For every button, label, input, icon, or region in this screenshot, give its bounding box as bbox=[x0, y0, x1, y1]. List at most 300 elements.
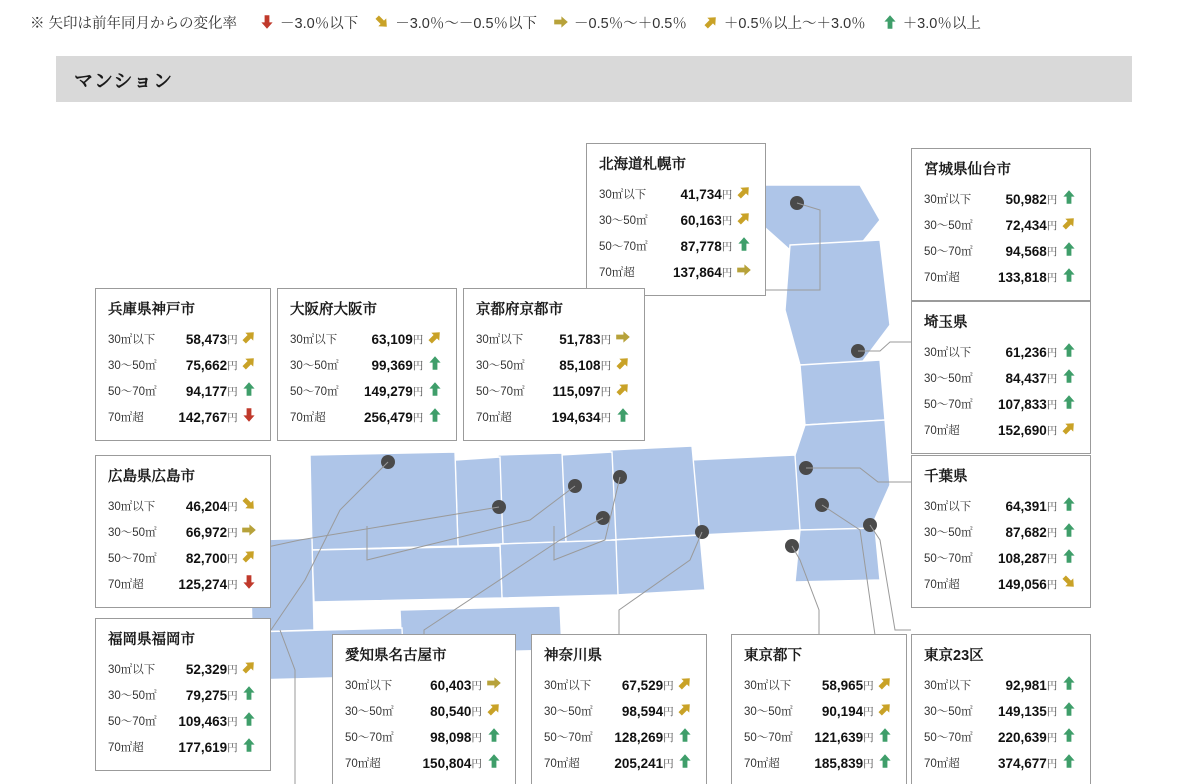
price-value: 137,864 bbox=[672, 264, 722, 280]
size-band-label: 70㎡超 bbox=[924, 272, 960, 284]
region-name: 大阪府大阪市 bbox=[290, 302, 377, 318]
region-value-table bbox=[290, 326, 444, 430]
size-band-label: 50～70㎡ bbox=[108, 716, 157, 728]
region-name: 神奈川県 bbox=[544, 648, 602, 664]
size-band-label: 50～70㎡ bbox=[476, 386, 525, 398]
table-row bbox=[290, 404, 444, 430]
price-value: 108,287 bbox=[997, 550, 1047, 566]
price-value: 51,783 bbox=[559, 331, 601, 347]
arrow-up-icon bbox=[1060, 493, 1078, 519]
price-value: 128,269 bbox=[614, 729, 664, 745]
region-box-tokyo23 bbox=[911, 634, 1091, 784]
table-row bbox=[924, 519, 1078, 545]
arrow-up-right-icon bbox=[426, 326, 444, 352]
region-box-sendai bbox=[911, 148, 1091, 301]
legend-label-3: ＋0.5％以上～＋3.0％ bbox=[723, 15, 866, 32]
region-box-kanagawa bbox=[531, 634, 707, 784]
size-band-label: 70㎡超 bbox=[924, 579, 960, 591]
currency-unit: 円 bbox=[663, 757, 674, 770]
currency-unit: 円 bbox=[227, 578, 238, 591]
arrow-up-icon bbox=[240, 682, 258, 708]
arrow-up-icon bbox=[485, 724, 503, 750]
table-row bbox=[544, 750, 694, 776]
price-value: 99,369 bbox=[371, 357, 413, 373]
size-band-label: 30～50㎡ bbox=[345, 706, 394, 718]
arrow-up-icon bbox=[676, 750, 694, 776]
price-value: 152,690 bbox=[997, 422, 1047, 438]
table-row bbox=[108, 352, 258, 378]
legend-label-1: －3.0％～－0.5％以下 bbox=[395, 15, 538, 32]
arrow-up-icon bbox=[1060, 238, 1078, 264]
region-box-sapporo bbox=[586, 143, 766, 296]
currency-unit: 円 bbox=[471, 705, 482, 718]
table-row bbox=[599, 259, 753, 285]
size-band-label: 70㎡超 bbox=[599, 267, 635, 279]
size-band-label: 50～70㎡ bbox=[544, 732, 593, 744]
arrow-up-icon bbox=[240, 734, 258, 760]
region-name: 埼玉県 bbox=[924, 315, 968, 331]
table-row bbox=[924, 493, 1078, 519]
currency-unit: 円 bbox=[1046, 424, 1058, 437]
currency-unit: 円 bbox=[471, 757, 482, 770]
table-row bbox=[108, 519, 258, 545]
size-band-label: 30㎡以下 bbox=[544, 680, 592, 692]
arrow-up-icon bbox=[614, 404, 632, 430]
region-name: 東京23区 bbox=[924, 648, 984, 664]
currency-unit: 円 bbox=[471, 679, 482, 692]
size-band-label: 30㎡以下 bbox=[744, 680, 792, 692]
table-row bbox=[924, 750, 1078, 776]
price-value: 142,767 bbox=[178, 409, 228, 425]
region-box-kobe bbox=[95, 288, 271, 441]
region-name: 東京都下 bbox=[744, 648, 802, 664]
arrow-right-icon bbox=[553, 14, 567, 31]
arrow-up-icon bbox=[882, 14, 896, 31]
arrow-up-right-icon bbox=[240, 656, 258, 682]
arrow-up-icon bbox=[1060, 186, 1078, 212]
region-name: 宮城県仙台市 bbox=[924, 162, 1011, 178]
price-value: 109,463 bbox=[178, 713, 228, 729]
table-row bbox=[290, 378, 444, 404]
currency-unit: 円 bbox=[663, 679, 674, 692]
currency-unit: 円 bbox=[412, 411, 424, 424]
table-row bbox=[599, 181, 753, 207]
table-row bbox=[345, 724, 503, 750]
arrow-up-icon bbox=[1060, 365, 1078, 391]
legend-item-2 bbox=[553, 12, 687, 33]
table-row bbox=[924, 212, 1078, 238]
arrow-up-icon bbox=[735, 233, 753, 259]
table-row bbox=[924, 238, 1078, 264]
arrow-up-icon bbox=[1060, 519, 1078, 545]
legend-item-3 bbox=[703, 12, 866, 33]
table-row bbox=[924, 264, 1078, 290]
size-band-label: 70㎡超 bbox=[744, 758, 780, 770]
region-name: 広島県広島市 bbox=[108, 469, 195, 485]
currency-unit: 円 bbox=[600, 333, 612, 346]
price-value: 107,833 bbox=[997, 396, 1047, 412]
price-value: 125,274 bbox=[178, 576, 228, 592]
table-row bbox=[108, 404, 258, 430]
arrow-up-icon bbox=[1060, 391, 1078, 417]
size-band-label: 30㎡以下 bbox=[924, 347, 972, 359]
currency-unit: 円 bbox=[1046, 245, 1058, 258]
size-band-label: 70㎡超 bbox=[544, 758, 580, 770]
arrow-down-icon bbox=[259, 14, 273, 31]
currency-unit: 円 bbox=[600, 385, 612, 398]
currency-unit: 円 bbox=[227, 552, 238, 565]
table-row bbox=[924, 672, 1078, 698]
arrow-up-right-icon bbox=[735, 181, 753, 207]
table-row bbox=[924, 698, 1078, 724]
currency-unit: 円 bbox=[227, 689, 238, 702]
region-name: 愛知県名古屋市 bbox=[345, 648, 447, 664]
table-row bbox=[345, 698, 503, 724]
currency-unit: 円 bbox=[227, 741, 238, 754]
arrow-up-icon bbox=[426, 378, 444, 404]
price-value: 63,109 bbox=[371, 331, 413, 347]
size-band-label: 70㎡超 bbox=[345, 758, 381, 770]
arrow-up-right-icon bbox=[703, 14, 717, 31]
arrow-up-icon bbox=[876, 724, 894, 750]
table-row bbox=[108, 545, 258, 571]
price-value: 98,098 bbox=[430, 729, 472, 745]
table-row bbox=[544, 672, 694, 698]
price-value: 185,839 bbox=[814, 755, 864, 771]
region-value-table bbox=[924, 672, 1078, 776]
region-box-fukuoka bbox=[95, 618, 271, 771]
size-band-label: 70㎡超 bbox=[476, 412, 512, 424]
size-band-label: 50～70㎡ bbox=[924, 399, 973, 411]
arrow-up-right-icon bbox=[240, 545, 258, 571]
table-row bbox=[108, 682, 258, 708]
region-value-table bbox=[924, 186, 1078, 290]
currency-unit: 円 bbox=[863, 757, 874, 770]
size-band-label: 30～50㎡ bbox=[108, 360, 157, 372]
arrow-up-icon bbox=[240, 378, 258, 404]
price-value: 87,682 bbox=[1005, 524, 1047, 540]
region-value-table bbox=[108, 656, 258, 760]
currency-unit: 円 bbox=[863, 679, 874, 692]
size-band-label: 30㎡以下 bbox=[345, 680, 393, 692]
price-value: 80,540 bbox=[430, 703, 472, 719]
size-band-label: 50～70㎡ bbox=[599, 241, 648, 253]
table-row bbox=[924, 417, 1078, 443]
region-value-table bbox=[599, 181, 753, 285]
size-band-label: 30㎡以下 bbox=[924, 194, 972, 206]
size-band-label: 50～70㎡ bbox=[924, 553, 973, 565]
size-band-label: 30～50㎡ bbox=[108, 690, 157, 702]
arrow-up-icon bbox=[1060, 339, 1078, 365]
currency-unit: 円 bbox=[1046, 757, 1058, 770]
table-row bbox=[476, 352, 632, 378]
size-band-label: 50～70㎡ bbox=[290, 386, 339, 398]
price-value: 94,177 bbox=[185, 383, 228, 399]
size-band-label: 30㎡以下 bbox=[290, 334, 338, 346]
currency-unit: 円 bbox=[721, 240, 733, 253]
table-row bbox=[290, 326, 444, 352]
size-band-label: 30㎡以下 bbox=[599, 189, 647, 201]
region-value-table bbox=[924, 339, 1078, 443]
arrow-down-right-icon bbox=[1060, 571, 1078, 597]
size-band-label: 70㎡超 bbox=[924, 758, 960, 770]
price-value: 256,479 bbox=[363, 409, 413, 425]
legend-label-0: －3.0％以下 bbox=[280, 15, 359, 32]
table-row bbox=[924, 339, 1078, 365]
arrow-up-right-icon bbox=[676, 698, 694, 724]
table-row bbox=[599, 233, 753, 259]
section-banner bbox=[56, 56, 1132, 102]
region-value-table bbox=[544, 672, 694, 776]
table-row bbox=[108, 708, 258, 734]
size-band-label: 30～50㎡ bbox=[599, 215, 648, 227]
arrow-up-icon bbox=[1060, 698, 1078, 724]
price-value: 60,403 bbox=[430, 677, 472, 693]
table-row bbox=[924, 571, 1078, 597]
currency-unit: 円 bbox=[1046, 193, 1058, 206]
price-value: 177,619 bbox=[178, 739, 228, 755]
table-row bbox=[345, 750, 503, 776]
price-value: 50,982 bbox=[1005, 191, 1047, 207]
price-value: 61,236 bbox=[1005, 344, 1047, 360]
currency-unit: 円 bbox=[600, 411, 612, 424]
arrow-up-right-icon bbox=[485, 698, 503, 724]
currency-unit: 円 bbox=[1046, 526, 1058, 539]
table-row bbox=[476, 326, 632, 352]
arrow-up-icon bbox=[676, 724, 694, 750]
table-row bbox=[924, 724, 1078, 750]
price-value: 149,135 bbox=[997, 703, 1047, 719]
size-band-label: 50～70㎡ bbox=[744, 732, 793, 744]
arrow-up-icon bbox=[426, 352, 444, 378]
price-value: 121,639 bbox=[814, 729, 864, 745]
table-row bbox=[290, 352, 444, 378]
table-row bbox=[108, 656, 258, 682]
currency-unit: 円 bbox=[1046, 679, 1058, 692]
region-box-kyoto bbox=[463, 288, 645, 441]
arrow-down-icon bbox=[240, 404, 258, 430]
currency-unit: 円 bbox=[1046, 705, 1058, 718]
size-band-label: 30㎡以下 bbox=[476, 334, 524, 346]
region-box-hiroshima bbox=[95, 455, 271, 608]
legend-note: ※ 矢印は前年同月からの変化率 bbox=[30, 15, 238, 32]
price-value: 98,594 bbox=[621, 703, 664, 719]
size-band-label: 30～50㎡ bbox=[744, 706, 793, 718]
arrow-right-icon bbox=[240, 519, 258, 545]
currency-unit: 円 bbox=[412, 359, 424, 372]
arrow-up-icon bbox=[426, 404, 444, 430]
price-value: 374,677 bbox=[997, 755, 1047, 771]
price-value: 90,194 bbox=[821, 703, 864, 719]
currency-unit: 円 bbox=[227, 385, 238, 398]
region-box-saitama bbox=[911, 301, 1091, 454]
region-value-table bbox=[108, 493, 258, 597]
legend-bar bbox=[0, 0, 1192, 44]
arrow-up-right-icon bbox=[240, 352, 258, 378]
currency-unit: 円 bbox=[227, 411, 238, 424]
size-band-label: 30～50㎡ bbox=[108, 527, 157, 539]
currency-unit: 円 bbox=[227, 500, 238, 513]
arrow-right-icon bbox=[485, 672, 503, 698]
arrow-right-icon bbox=[735, 259, 753, 285]
currency-unit: 円 bbox=[1046, 500, 1058, 513]
price-value: 60,163 bbox=[680, 212, 722, 228]
table-row bbox=[744, 698, 894, 724]
size-band-label: 50～70㎡ bbox=[924, 732, 973, 744]
arrow-down-right-icon bbox=[240, 493, 258, 519]
currency-unit: 円 bbox=[600, 359, 612, 372]
legend-item-1 bbox=[374, 12, 537, 33]
table-row bbox=[544, 698, 694, 724]
price-value: 150,804 bbox=[422, 755, 472, 771]
price-value: 66,972 bbox=[185, 524, 228, 540]
currency-unit: 円 bbox=[1046, 731, 1058, 744]
table-row bbox=[108, 493, 258, 519]
table-row bbox=[924, 365, 1078, 391]
arrow-up-right-icon bbox=[1060, 212, 1078, 238]
size-band-label: 30～50㎡ bbox=[290, 360, 339, 372]
region-value-table bbox=[924, 493, 1078, 597]
price-value: 149,056 bbox=[997, 576, 1047, 592]
size-band-label: 30㎡以下 bbox=[924, 680, 972, 692]
price-value: 46,204 bbox=[185, 498, 228, 514]
currency-unit: 円 bbox=[863, 705, 874, 718]
size-band-label: 70㎡超 bbox=[290, 412, 326, 424]
region-name: 兵庫県神戸市 bbox=[108, 302, 195, 318]
table-row bbox=[924, 391, 1078, 417]
table-row bbox=[476, 404, 632, 430]
size-band-label: 30～50㎡ bbox=[476, 360, 525, 372]
region-name: 北海道札幌市 bbox=[599, 157, 686, 173]
price-value: 194,634 bbox=[551, 409, 601, 425]
currency-unit: 円 bbox=[1046, 398, 1058, 411]
region-value-table bbox=[108, 326, 258, 430]
table-row bbox=[108, 571, 258, 597]
legend-item-0 bbox=[259, 12, 358, 33]
size-band-label: 50～70㎡ bbox=[108, 553, 157, 565]
region-name: 京都府京都市 bbox=[476, 302, 563, 318]
size-band-label: 30㎡以下 bbox=[108, 501, 156, 513]
table-row bbox=[924, 186, 1078, 212]
legend-item-4 bbox=[882, 12, 981, 33]
currency-unit: 円 bbox=[1046, 578, 1058, 591]
arrow-up-right-icon bbox=[1060, 417, 1078, 443]
currency-unit: 円 bbox=[227, 359, 238, 372]
size-band-label: 70㎡超 bbox=[924, 425, 960, 437]
arrow-down-right-icon bbox=[374, 14, 388, 31]
price-value: 64,391 bbox=[1005, 498, 1047, 514]
arrow-down-icon bbox=[240, 571, 258, 597]
region-value-table bbox=[476, 326, 632, 430]
size-band-label: 30㎡以下 bbox=[108, 664, 156, 676]
table-row bbox=[108, 326, 258, 352]
price-value: 85,108 bbox=[559, 357, 601, 373]
size-band-label: 70㎡超 bbox=[108, 579, 144, 591]
currency-unit: 円 bbox=[471, 731, 482, 744]
currency-unit: 円 bbox=[721, 188, 733, 201]
price-value: 87,778 bbox=[680, 238, 722, 254]
arrow-up-right-icon bbox=[676, 672, 694, 698]
size-band-label: 30～50㎡ bbox=[924, 373, 973, 385]
price-value: 67,529 bbox=[621, 677, 664, 693]
currency-unit: 円 bbox=[721, 266, 733, 279]
currency-unit: 円 bbox=[721, 214, 733, 227]
arrow-up-icon bbox=[1060, 724, 1078, 750]
table-row bbox=[476, 378, 632, 404]
arrow-up-icon bbox=[485, 750, 503, 776]
size-band-label: 30～50㎡ bbox=[544, 706, 593, 718]
arrow-up-right-icon bbox=[614, 378, 632, 404]
price-value: 82,700 bbox=[185, 550, 228, 566]
section-title: マンション bbox=[74, 70, 174, 92]
arrow-up-icon bbox=[1060, 672, 1078, 698]
currency-unit: 円 bbox=[663, 731, 674, 744]
region-name: 千葉県 bbox=[924, 469, 968, 485]
currency-unit: 円 bbox=[227, 715, 238, 728]
price-value: 58,965 bbox=[821, 677, 864, 693]
arrow-up-right-icon bbox=[614, 352, 632, 378]
region-box-tokyoka bbox=[731, 634, 907, 784]
arrow-up-right-icon bbox=[876, 698, 894, 724]
price-value: 84,437 bbox=[1005, 370, 1047, 386]
arrow-up-icon bbox=[240, 708, 258, 734]
arrow-up-icon bbox=[1060, 264, 1078, 290]
currency-unit: 円 bbox=[412, 333, 424, 346]
size-band-label: 70㎡超 bbox=[108, 742, 144, 754]
size-band-label: 30～50㎡ bbox=[924, 220, 973, 232]
arrow-up-icon bbox=[1060, 750, 1078, 776]
price-value: 41,734 bbox=[680, 186, 722, 202]
price-value: 79,275 bbox=[185, 687, 228, 703]
table-row bbox=[345, 672, 503, 698]
region-box-osaka bbox=[277, 288, 457, 441]
size-band-label: 50～70㎡ bbox=[345, 732, 394, 744]
table-row bbox=[744, 672, 894, 698]
legend-label-4: ＋3.0％以上 bbox=[902, 15, 981, 32]
legend-label-2: －0.5％～＋0.5％ bbox=[574, 15, 687, 32]
table-row bbox=[924, 545, 1078, 571]
arrow-right-icon bbox=[614, 326, 632, 352]
table-row bbox=[108, 734, 258, 760]
arrow-up-icon bbox=[1060, 545, 1078, 571]
arrow-up-right-icon bbox=[876, 672, 894, 698]
currency-unit: 円 bbox=[1046, 372, 1058, 385]
arrow-up-right-icon bbox=[735, 207, 753, 233]
price-value: 205,241 bbox=[614, 755, 664, 771]
region-value-table bbox=[345, 672, 503, 776]
table-row bbox=[599, 207, 753, 233]
region-box-nagoya bbox=[332, 634, 516, 784]
price-value: 115,097 bbox=[552, 383, 601, 399]
size-band-label: 30～50㎡ bbox=[924, 527, 973, 539]
currency-unit: 円 bbox=[1046, 271, 1058, 284]
size-band-label: 50～70㎡ bbox=[108, 386, 157, 398]
price-value: 92,981 bbox=[1005, 677, 1047, 693]
currency-unit: 円 bbox=[227, 333, 238, 346]
size-band-label: 30㎡以下 bbox=[924, 501, 972, 513]
currency-unit: 円 bbox=[227, 663, 238, 676]
price-value: 94,568 bbox=[1005, 243, 1047, 259]
price-value: 133,818 bbox=[997, 269, 1047, 285]
price-value: 220,639 bbox=[997, 729, 1047, 745]
currency-unit: 円 bbox=[1046, 219, 1058, 232]
table-row bbox=[744, 750, 894, 776]
currency-unit: 円 bbox=[663, 705, 674, 718]
region-name: 福岡県福岡市 bbox=[108, 632, 195, 648]
table-row bbox=[544, 724, 694, 750]
price-value: 52,329 bbox=[185, 661, 228, 677]
currency-unit: 円 bbox=[227, 526, 238, 539]
